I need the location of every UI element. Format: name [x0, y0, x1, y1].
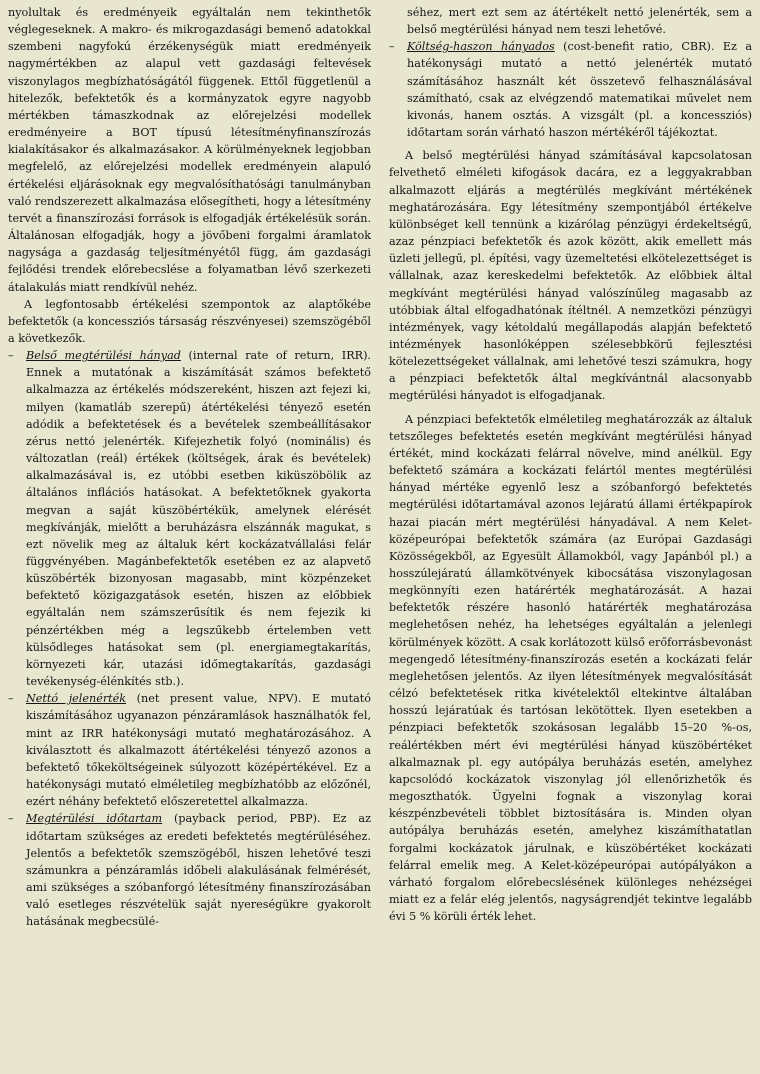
- left-column: [8, 4, 371, 1074]
- list-item-cbr: [389, 38, 752, 141]
- term-cbr: Költség-haszon hányados: [407, 40, 555, 54]
- list-item-npv: [8, 690, 371, 810]
- term-description: (net present value, NPV). E mutató kiszámításához ugyanazon pénzáramlások használhatók fel, mint az IRR hatékonysági mutató meghatározásához. A kiválasztott és alkalmazott átértékelési tényező azonos a befektető tőkeköltségeinek súlyozott középértékével. Ez a hatékonysági mutató elméletileg megbízhatóbb az előzőnél, ezért néhány befektető előszeretettel alkalmazza.: [26, 692, 371, 809]
- list-item-pbp-continued: [389, 4, 752, 38]
- list-item-text: séhez, mert ezt sem az átértékelt nettó jelenérték, sem a belső megtérülési hányad nem teszi lehetővé.: [407, 6, 752, 37]
- paragraph: A belső megtérülési hányad számításával kapcsolatosan felvethető elméleti kifogások dacára, ez a leggyakrabban alkalmazott eljárás a megtérülés megkívánt mértékének meghatározására. Egy létesítmény szempontjából értékelve különbséget kell tennünk a kizárólag pénzügyi érdekeltségű, azaz pénzpiaci befektetők és azok között, akik emellett más üzleti jellegű, pl. építési, vagy üzemeltetési elkötelezettséget is vállalnak, azaz kereskedelmi befektetők. Az előbbiek által megkívánt megtérülési hányad valószínűleg magasabb az utóbbiak által elfogadhatónak ítéltnél. A nemzetközi pénzügyi intézmények, vagy kétoldalú megállapodás alapján befektető intézmények hasonlóképpen szélesebbkörű fejlesztési kötelezettségeket vállalnak, ami lehetővé teszi számukra, hogy a pénzpiaci befektetők által megkívántnál alacsonyabb megtérülési hányadot is elfogadjanak.: [389, 149, 752, 403]
- right-column: [389, 4, 752, 1074]
- term-description: (cost-benefit ratio, CBR). Ez a hatékonysági mutató a nettó jelenérték mutató számításához használt két összetevő felhasználásával számítható, csak az elvégzendő matematikai művelet nem kivonás, hanem osztás. A vizsgált (pl. a koncessziós) időtartam során várható haszon mértékéről tájékoztat.: [407, 40, 752, 140]
- list-dash: –: [8, 812, 14, 826]
- list-item-text: [26, 810, 371, 930]
- term-irr: Belső megtérülési hányad: [26, 349, 181, 363]
- term-pbp: Megtérülési időtartam: [26, 812, 163, 826]
- list-item-text: [26, 347, 371, 690]
- term-npv: Nettó jelenérték: [26, 692, 127, 706]
- list-dash: –: [389, 40, 395, 54]
- paragraph: A pénzpiaci befektetők elméletileg meghatározzák az általuk tetszőleges befektetés esetén megkívánt megtérülési hányad értékét, mind kockázati felárral növelve, mind anélkül. Egy befektető számára a kockázati felártól mentes megtérülési hányad mértéke egyenlő lesz a szóbanforgó befektetés megtérülési időtartamával azonos lejáratú állami értékpapírok hazai piacán mért megtérülési hányadával. A nem Kelet-középeurópai befektetők számára (az Európai Gazdasági Közösségekből, az Egyesült Államokból, vagy Japánból pl.) a hosszúlejáratú államkötvények kibocsátása viszonylagosan megkönnyíti ezen határérték meghatározását. A hazai befektetők részére hasonló határérték meghatározása meglehetősen nehéz, ha lehetséges egyáltalán a jelenlegi körülmények között. A csak korlátozott külső erőforrásbevonást megengedő létesítmény-finanszírozás esetén a kockázati felár meglehetősen jelentős. Az ilyen létesítmények megvalósítását célzó befektetések ritka kivételektől eltekintve általában hosszú lejáratúak és tartósan lekötöttek. Ilyen esetekben a pénzpiaci befektetők szokásosan legalább 15–20 %-os, reálértékben mért évi megtérülési hányad küszöbértéket alkalmaznak pl. egy autópálya beruházás esetén, amelyhez kapcsolódó kockázatok viszonylag jól ellenőrizhetők és megoszthatók. Ügyelni fognak a viszonylag korai készpénzbevételi többlet biztosítására is. Minden olyan autópálya beruházás esetén, amelyhez kiszámíthatatlan forgalmi kockázatok járulnak, e küszöbértéket kockázati felárral emelik meg. A Kelet-középeurópai autópályákon a várható forgalom előrebecslésének különleges nehézségei miatt ez a felár elég jelentős, nagyságrendjét tekintve legalább évi 5 % körüli érték lehet.: [389, 412, 753, 924]
- paragraph: A legfontosabb értékelési szempontok az alaptőkébe befektetők (a koncessziós társaság részvényesei) szemszögéből a következők.: [8, 297, 371, 345]
- list-item-irr: [8, 347, 371, 690]
- paragraph: nyolultak és eredményeik egyáltalán nem tekinthetők véglegeseknek. A makro- és mikrogazdasági bemenő adatokkal szembeni nagyfokú érzékenységük miatt eredményeik nagymértékben az alapul vett gazdasági feltevések viszonylagos megbízhatóságától függenek. Ettől függetlenül a hitelezők, befektetők és a kormányzatok egyre nagyobb mértékben támaszkodnak az előrejelzési modellek eredményeire a BOT típusú létesítményfinanszírozás kialakításakor és alkalmazásakor. A körülményeknek legjobban megfelelő, az előrejelzési modellek eredményein alapuló értékelési eljárásoknak egy megvalósíthatósági tanulmányban való rendszerezett alkalmazása elősegítheti, hogy a létesítmény tervét a finanszírozási források is elfogadják értékelésük során. Általánosan elfogadják, hogy a jövőbeni forgalmi áramlatok nagysága a gazdaság teljesítményétől függ, ám gazdasági fejlődési trendek előrebecslése a folyamatban lévő szerkezeti átalakulás miatt rendkívül nehéz.: [8, 6, 371, 294]
- list-indent: [389, 4, 407, 38]
- list-item-text: [407, 38, 752, 141]
- list-item-text: [26, 690, 371, 810]
- list-dash: –: [8, 349, 14, 363]
- list-dash: –: [8, 692, 14, 706]
- term-description: (internal rate of return, IRR). Ennek a mutatónak a kiszámítását számos befektető alkalmazza az értékelés módszereként, hiszen azt fejezi ki, milyen (kamatláb szerepű) átértékelési tényező esetén adódik a befektetések és a bevételek szembeállításakor zérus nettó jelenérték. Kifejezhetik folyó (nominális) és változatlan (reál) értékek (költségek, árak és bevételek) alkalmazásával is, ez utóbbi esetben kiküszöbölik az általános inflációs hatásokat. A befektetőknek gyakorta megvan a saját küszöbértékük, amelynek elérését megkívánják, mielőtt a beruházásra elszánnák magukat, s ezt növelik meg az általuk kért kockázatvállalási felár függvényében. Magánbefektetők esetében ez az alapvető küszöbérték bizonyosan magasabb, mint közpénzeket befektető közigazgatások esetén, hiszen az előbbiek egyáltalán nem számszerűsítik és nem fejezik ki pénzértékben még a legszűkebb értelemben vett külsődleges hatásokat sem (pl. energiamegtakarítás, környezeti kár, utazási időmegtakarítás, gazdasági tevékenység-élénkítés stb.).: [26, 349, 371, 689]
- list-item-pbp: [8, 810, 371, 930]
- term-description: (payback period, PBP). Ez az időtartam szükséges az eredeti befektetés megtérüléséhez. Jelentős a befektetők szemszögéből, hiszen lehetővé teszi számunkra a pénzáramlás időbeli alakulásának felmérését, ami szükséges a szóbanforgó létesítmény finanszírozásában való esetleges részvételük saját nyereségükre gyakorolt hatásának megbecsülé-: [26, 812, 371, 929]
